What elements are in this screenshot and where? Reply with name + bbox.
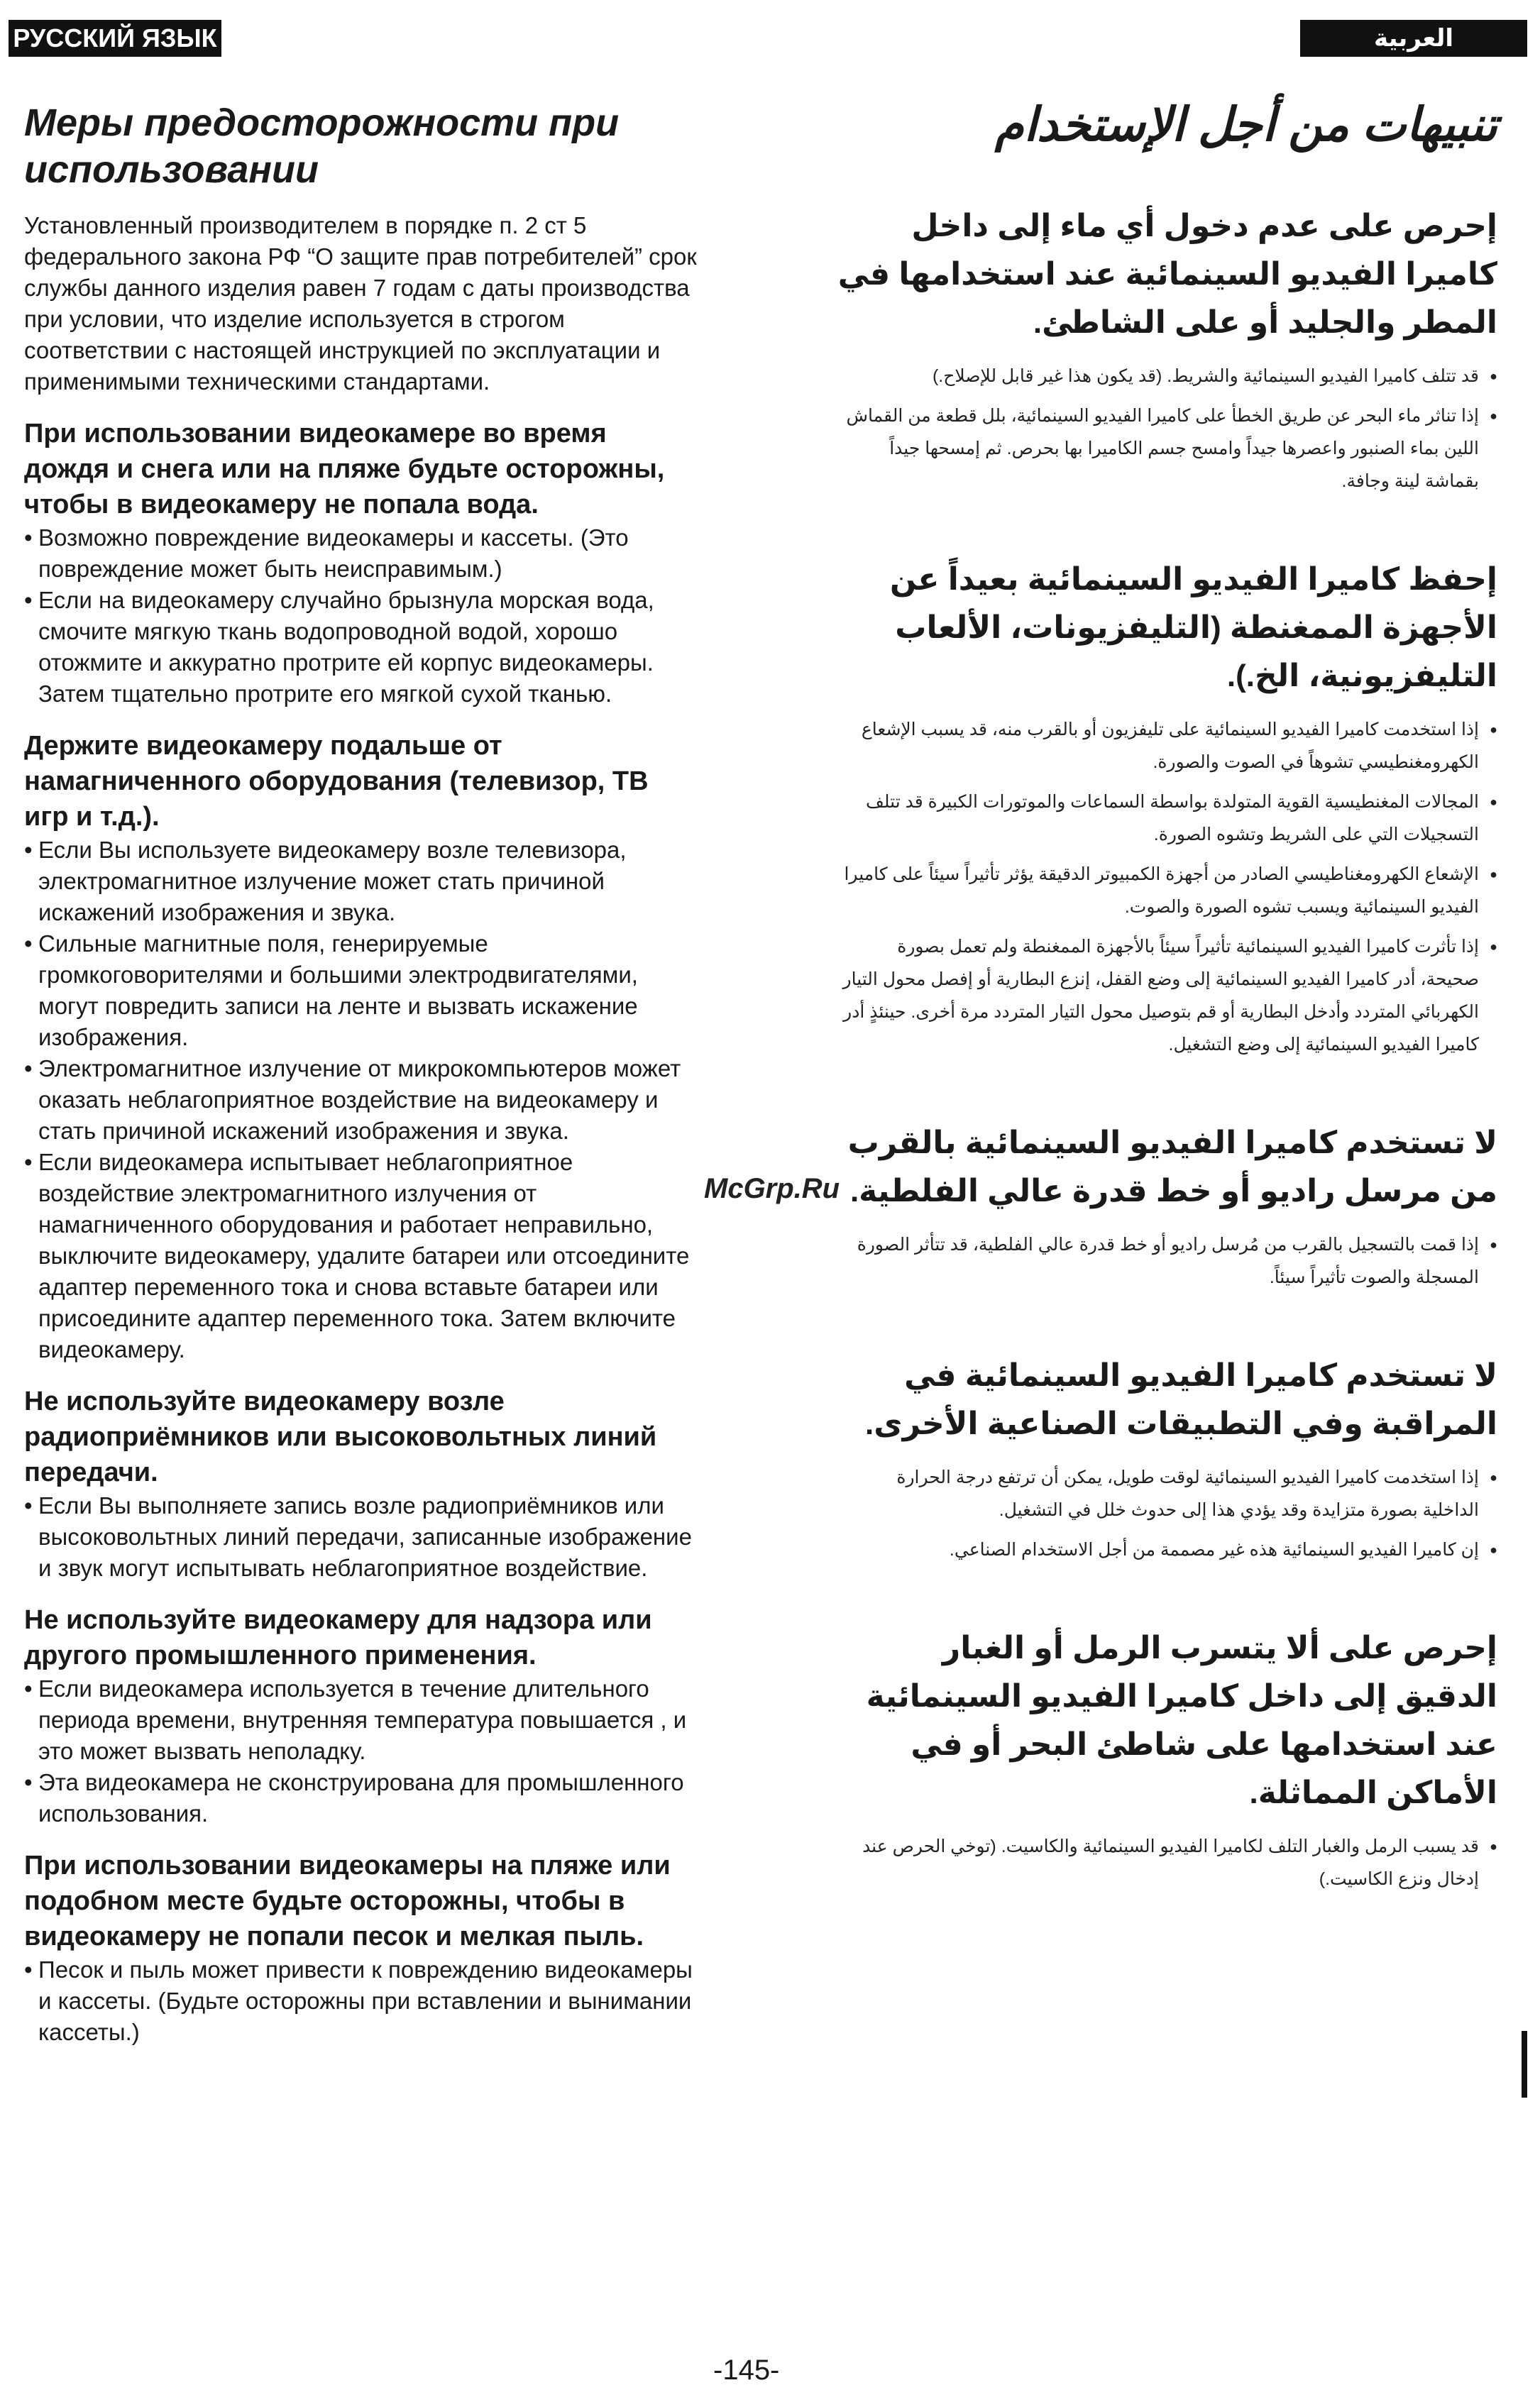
bullet-item: • Если на видеокамеру случайно брызнула морская вода, смочите мягкую ткань водопроводной водой, хорошо отожмите и аккуратно протрите ей корпус видеокамеры. Затем тщательно протрите его мягкой сухой тканью.	[24, 585, 698, 710]
bullet-item: • Возможно повреждение видеокамеры и кассеты. (Это повреждение может быть неисправимым.)	[24, 522, 698, 585]
bullet-list	[24, 835, 698, 1365]
page-number: -145-	[713, 2355, 780, 2386]
section-heading: При использовании видеокамеры на пляже или подобном месте будьте осторожны, чтобы в видеокамеру не попали песок и мелкая пыль.	[24, 1851, 671, 1951]
section-heading: لا تستخدم كاميرا الفيديو السينمائية بالقرب من مرسل راديو أو خط قدرة عالي الفلطية.	[847, 1125, 1497, 1208]
section-heading: Держите видеокамеру подальше от намагниченного оборудования (телевизор, ТВ игр и т.д.).	[24, 731, 649, 832]
bullet-item: ● إذا تأثرت كاميرا الفيديو السينمائية تأثيراً سيئاً بالأجهزة الممغنطة ولم تعمل بصورة صحيحة، أدر كاميرا الفيديو السينمائية إلى وضع القفل، إنزع البطارية أو إفصل محول التيار الكهربائي المتردد وأدخل البطارية أو قم بتوصيل محول التيار المتردد مرة أخرى. حينئذٍ أدر كاميرا الفيديو السينمائية إلى وضع التشغيل.	[837, 930, 1497, 1061]
bullet-item: ● المجالات المغنطيسية القوية المتولدة بواسطة السماعات والموتورات الكبيرة قد تتلف التسجيلات التي على الشريط وتشوه الصورة.	[837, 786, 1497, 851]
bullet-list	[837, 713, 1497, 1061]
page-edge-marker	[1522, 2031, 1527, 2098]
section-heading: لا تستخدم كاميرا الفيديو السينمائية في المراقبة وفي التطبيقات الصناعية الأخرى.	[865, 1358, 1497, 1441]
arabic-section-magnetic	[837, 556, 1497, 1061]
bullet-list	[837, 1228, 1497, 1294]
language-tab-arabic: العربية	[1300, 20, 1527, 57]
bullet-item: • Если Вы выполняете запись возле радиоприёмников или высоковольтных линий передачи, записанные изображение и звук могут испытывать неблагоприятное воздействие.	[24, 1490, 698, 1584]
bullet-item: • Сильные магнитные поля, генерируемые громкоговорителями и большими электродвигателями, могут повредить записи на ленте и вызвать искажение изображения.	[24, 928, 698, 1053]
arabic-section-beach	[837, 1624, 1497, 1895]
section-heading: إحرص على عدم دخول أي ماء إلى داخل كاميرا الفيديو السينمائية عند استخدامها في المطر والجليد أو على الشاطئ.	[837, 209, 1497, 340]
bullet-item: ● قد يسبب الرمل والغبار التلف لكاميرا الفيديو السينمائية والكاسيت. (توخي الحرص عند إدخال ونزع الكاسيت.)	[837, 1830, 1497, 1895]
bullet-list	[24, 522, 698, 710]
russian-column	[24, 99, 698, 2066]
arabic-page-title: تنبيهات من أجل الإستخدام	[994, 98, 1497, 150]
bullet-item: ● إذا استخدمت كاميرا الفيديو السينمائية على تليفزيون أو بالقرب منه، قد يسبب الإشعاع الكهرومغنطيسي تشوهاً في الصوت والصورة.	[837, 713, 1497, 778]
arabic-section-rain	[837, 202, 1497, 497]
bullet-item: ● الإشعاع الكهرومغناطيسي الصادر من أجهزة الكمبيوتر الدقيقة يؤثر تأثيراً سيئاً على كاميرا الفيديو السينمائية ويسبب تشوه الصورة والصوت.	[837, 858, 1497, 923]
bullet-list	[837, 360, 1497, 497]
section-heading: إحرص على ألا يتسرب الرمل أو الغبار الدقيق إلى داخل كاميرا الفيديو السينمائية عند استخدامها على شاطئ البحر أو في الأماكن المماثلة.	[866, 1631, 1497, 1810]
bullet-item: • Эта видеокамера не сконструирована для промышленного использования.	[24, 1767, 698, 1829]
bullet-list	[837, 1461, 1497, 1566]
bullet-item: • Если Вы используете видеокамеру возле телевизора, электромагнитное излучение может стать причиной искажений изображения и звука.	[24, 835, 698, 928]
russian-page-title: Меры предосторожности при использовании	[24, 101, 620, 191]
section-heading: إحفظ كاميرا الفيديو السينمائية بعيداً عن الأجهزة الممغنطة (التليفزيونات، الألعاب التليفزيونية، الخ.).	[889, 562, 1497, 693]
watermark-text: McGrp.Ru	[704, 1173, 840, 1204]
bullet-item: ● إذا استخدمت كاميرا الفيديو السينمائية لوقت طويل، يمكن أن ترتفع درجة الحرارة الداخلية بصورة متزايدة وقد يؤدي هذا إلى حدوث خلل في التشغيل.	[837, 1461, 1497, 1526]
bullet-list	[837, 1830, 1497, 1895]
bullet-item: • Электромагнитное излучение от микрокомпьютеров может оказать неблагоприятное воздействие на видеокамеру и стать причиной искажений изображения и звука.	[24, 1053, 698, 1147]
bullet-list	[24, 1490, 698, 1584]
bullet-item: • Если видеокамера испытывает неблагоприятное воздействие электромагнитного излучения от намагниченного оборудования и работает неправильно, выключите видеокамеру, удалите батареи или отсоедините адаптер переменного тока и снова вставьте батареи или присоедините адаптер переменного тока. Затем включите видеокамеру.	[24, 1147, 698, 1365]
section-heading: При использовании видеокамере во время дождя и снега или на пляже будьте осторожны, чтобы в видеокамеру не попала вода.	[24, 419, 665, 519]
section-heading: Не используйте видеокамеру для надзора или другого промышленного применения.	[24, 1605, 652, 1670]
russian-section-industrial	[24, 1602, 698, 1829]
bullet-item: • Если видеокамера используется в течение длительного периода времени, внутренняя температура повышается , и это может вызвать неполадку.	[24, 1673, 698, 1767]
bullet-item: ● إذا قمت بالتسجيل بالقرب من مُرسل راديو أو خط قدرة عالي الفلطية، قد تتأثر الصورة المسجلة والصوت تأثيراً سيئاً.	[837, 1228, 1497, 1294]
bullet-item: ● إذا تناثر ماء البحر عن طريق الخطأ على كاميرا الفيديو السينمائية، بلل قطعة من القماش اللين بماء الصنبور واعصرها جيداً وامسح جسم الكاميرا بها بحرص. ثم إمسحها جيداً بقماشة لينة وجافة.	[837, 400, 1497, 497]
language-tab-russian: РУССКИЙ ЯЗЫК	[9, 20, 221, 57]
russian-section-beach	[24, 1848, 698, 2048]
russian-section-magnetic	[24, 728, 698, 1365]
arabic-column	[837, 96, 1497, 1954]
russian-section-rain	[24, 416, 698, 710]
russian-intro: Установленный производителем в порядке п. 2 ст 5 федерального закона РФ “О защите прав потребителей” срок службы данного изделия равен 7 годам с даты производства при условии, что изделие используется в строгом соответствии с настоящей инструкцией по эксплуатации и применимыми техническими стандартами.	[24, 212, 697, 395]
arabic-section-radio	[837, 1119, 1497, 1294]
section-heading: Не используйте видеокамеру возле радиоприёмников или высоковольтных линий передачи.	[24, 1387, 657, 1487]
russian-section-radio	[24, 1384, 698, 1584]
bullet-item: • Песок и пыль может привести к повреждению видеокамеры и кассеты. (Будьте осторожны при вставлении и вынимании кассеты.)	[24, 1954, 698, 2048]
bullet-list	[24, 1954, 698, 2048]
bullet-item: ● إن كاميرا الفيديو السينمائية هذه غير مصممة من أجل الاستخدام الصناعي.	[837, 1533, 1497, 1566]
bullet-item: ● قد تتلف كاميرا الفيديو السينمائية والشريط. (قد يكون هذا غير قابل للإصلاح.)	[837, 360, 1497, 392]
arabic-section-industrial	[837, 1352, 1497, 1566]
bullet-list	[24, 1673, 698, 1829]
